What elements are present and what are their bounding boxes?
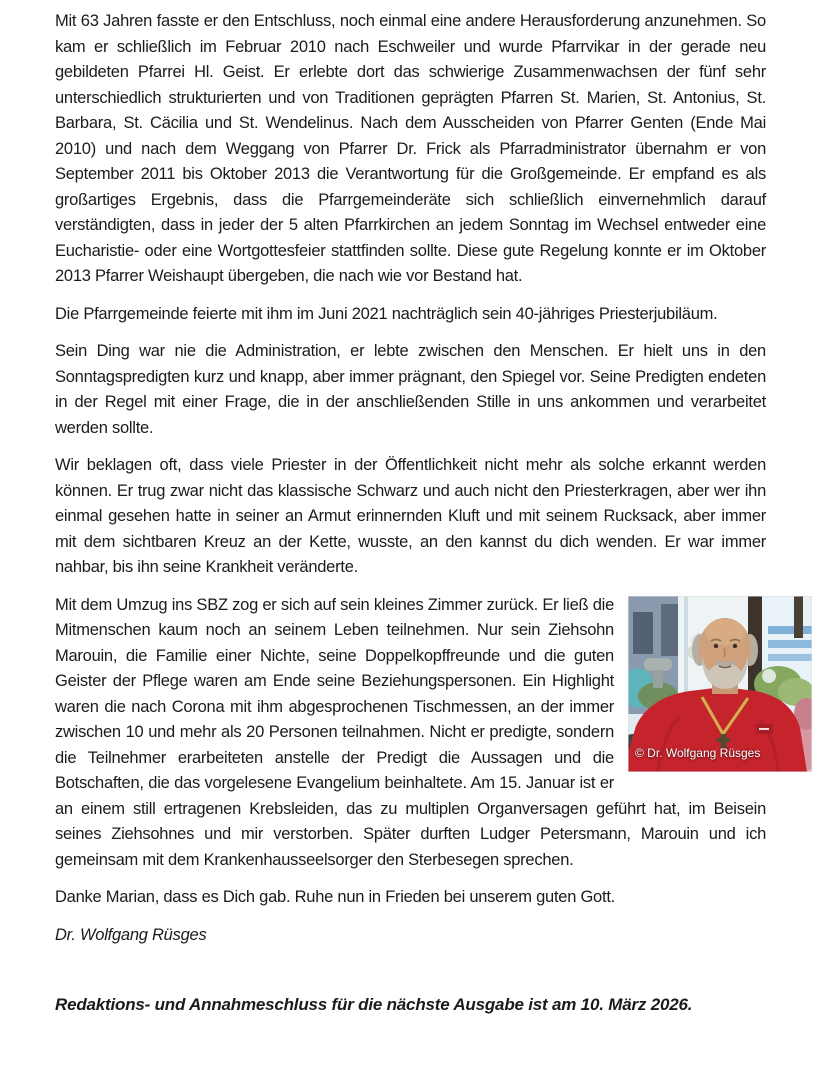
paragraph-2: Die Pfarrgemeinde feierte mit ihm im Juni 2021 nachträglich sein 40-jähriges Priesterjubiläum. bbox=[55, 304, 718, 323]
paragraph-1: Mit 63 Jahren fasste er den Entschluss, noch einmal eine andere Herausforderung anzunehmen. So kam er schließlich im Februar 2010 nach Eschweiler und wurde Pfarrvikar in der gerade neu gebildeten Pfarrei Hl. Geist. Er erlebte dort das schwierige Zusammenwachsen der fünf sehr unterschiedlich strukturierten und von Traditionen geprägten Pfarren St. Marien, St. Antonius, St. Barbara, St. Cäcilia und St. Wendelinus. Nach dem Ausscheiden von Pfarrer Genten (Ende Mai 2010) und nach dem Weggang von Pfarrer Dr. Frick als Pfarradministrator übernahm er von September 2011 bis Oktober 2013 die Verantwortung für die Großgemeinde. Er empfand es als großartiges Ergebnis, dass die Pfarrgemeinderäte sich schließlich einvernehmlich darauf verständigten, dass in jeder der 5 alten Pfarrkirchen an jedem Sonntag im Wechsel entweder eine Eucharistie- oder eine Wortgottesfeier stattfinden sollte. Diese gute Regelung konnte er im Oktober 2013 Pfarrer Weishaupt übergeben, die nach wie vor Bestand hat. bbox=[55, 12, 766, 285]
photo-of-priest bbox=[628, 596, 812, 772]
paragraph-4: Wir beklagen oft, dass viele Priester in der Öffentlichkeit nicht mehr als solche erkannt werden können. Er trug zwar nicht das klassische Schwarz und auch nicht den Priesterkragen, aber wer ihn einmal gesehen hatte in seiner an Armut erinnernden Kluft und mit seinem Rucksack, aber immer mit dem sichtbaren Kreuz an der Kette, wusste, an den kannst du dich wenden. Er war immer nahbar, bis ihn seine Krankheit veränderte. bbox=[55, 456, 766, 576]
editorial-deadline-notice: Redaktions- und Annahmeschluss für die nächste Ausgabe ist am 10. März 2026. bbox=[55, 995, 693, 1014]
paragraph-3: Sein Ding war nie die Administration, er lebte zwischen den Menschen. Er hielt uns in den Sonntagspredigten kurz und knapp, aber immer prägnant, den Spiegel vor. Seine Predigten endeten in der Regel mit einer Frage, die in der anschließenden Stille in uns ankommen und verarbeitet werden sollte. bbox=[55, 342, 766, 437]
paragraph-5-text: Mit dem Umzug ins SBZ zog er sich auf sein kleines Zimmer zurück. Er ließ die Mitmenschen kaum noch an seinem Leben teilnehmen. Nur sein Ziehsohn Marouin, die Familie einer Nichte, seine Doppelkopffreunde und die guten Geister der Pflege waren am Ende seine Beziehungspersonen. Ein Highlight waren die nach Corona mit ihm abgesprochenen Tischmessen, an der immer zwischen 10 und mehr als 20 Personen teilnahmen. Nicht er predigte, sondern die Teilnehmer erarbeiteten anstelle der Predigt die Aussagen und die Botschaften, die das vorgelesene Evangelium beinhaltete. Am 15. Januar ist er an einem still ertragenen Krebsleiden, das zu multiplen Organversagen geführt hat, im Beisein seines Ziehsohnes und mir verstorben. Später durften Ludger Petersmann, Marouin und ich gemeinsam mit dem Krankenhausseelsorger den Sterbesegen sprechen. bbox=[55, 595, 766, 869]
closing-line: Danke Marian, dass es Dich gab. Ruhe nun in Frieden bei unserem guten Gott. bbox=[55, 888, 615, 906]
author-signature: Dr. Wolfgang Rüsges bbox=[55, 925, 207, 944]
photo-caption: © Dr. Wolfgang Rüsges bbox=[635, 746, 761, 760]
paragraph-5-with-photo bbox=[55, 593, 766, 874]
